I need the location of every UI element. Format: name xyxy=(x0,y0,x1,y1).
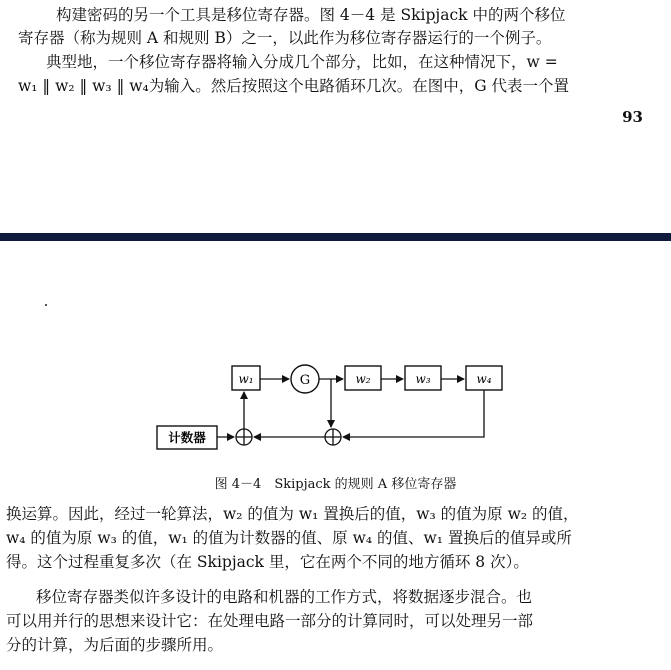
body-line-5: 可以用并行的思想来设计它：在处理电路一部分的计算同时，可以处理另一部 xyxy=(6,612,534,630)
counter-box xyxy=(157,426,217,449)
text-line-1: 构建密码的另一个工具是移位寄存器。图 4－4 是 Skipjack 中的两个移位 xyxy=(56,6,566,24)
register-w2 xyxy=(345,366,381,390)
text-line-2: 寄存器（称为规则 A 和规则 B）之一，以此作为移位寄存器运行的一个例子。 xyxy=(18,29,552,47)
register-w3 xyxy=(405,366,441,390)
page-separator xyxy=(0,233,671,241)
w1-label: w₁ xyxy=(238,372,254,386)
w4-label: w₄ xyxy=(476,372,492,386)
g-label: G xyxy=(299,373,311,388)
scan-speck xyxy=(45,304,47,306)
register-w4 xyxy=(466,366,502,390)
body-line-2: w₄ 的值为原 w₃ 的值，w₁ 的值为计数器的值、原 w₄ 的值、w₁ 置换后的值异或所 xyxy=(6,529,572,547)
counter-label: 计数器 xyxy=(168,430,206,445)
body-line-1: 换运算。因此，经过一轮算法，w₂ 的值为 w₁ 置换后的值，w₃ 的值为原 w₂ 的值， xyxy=(6,505,579,523)
register-w1 xyxy=(232,366,260,390)
body-line-6: 分的计算，为后面的步骤所用。 xyxy=(6,636,224,654)
shift-register-diagram xyxy=(0,350,671,470)
figure-caption: 图 4－4 Skipjack 的规则 A 移位寄存器 xyxy=(214,477,457,492)
page-number: 93 xyxy=(622,108,643,126)
body-line-3: 得。这个过程重复多次（在 Skipjack 里，它在两个不同的地方循环 8 次）。 xyxy=(6,553,529,571)
text-line-4: w₁ ‖ w₂ ‖ w₃ ‖ w₄为输入。然后按照这个电路循环几次。在图中，G 代表一个置 xyxy=(18,77,570,95)
w3-label: w₃ xyxy=(415,372,431,386)
permutation-g xyxy=(291,365,319,393)
xor-left xyxy=(236,429,252,445)
xor-right xyxy=(325,429,341,445)
w2-label: w₂ xyxy=(355,372,371,386)
text-line-3: 典型地，一个移位寄存器将输入分成几个部分，比如，在这种情况下，w = xyxy=(46,53,558,71)
body-line-4: 移位寄存器类似许多设计的电路和机器的工作方式，将数据逐步混合。也 xyxy=(36,588,533,606)
